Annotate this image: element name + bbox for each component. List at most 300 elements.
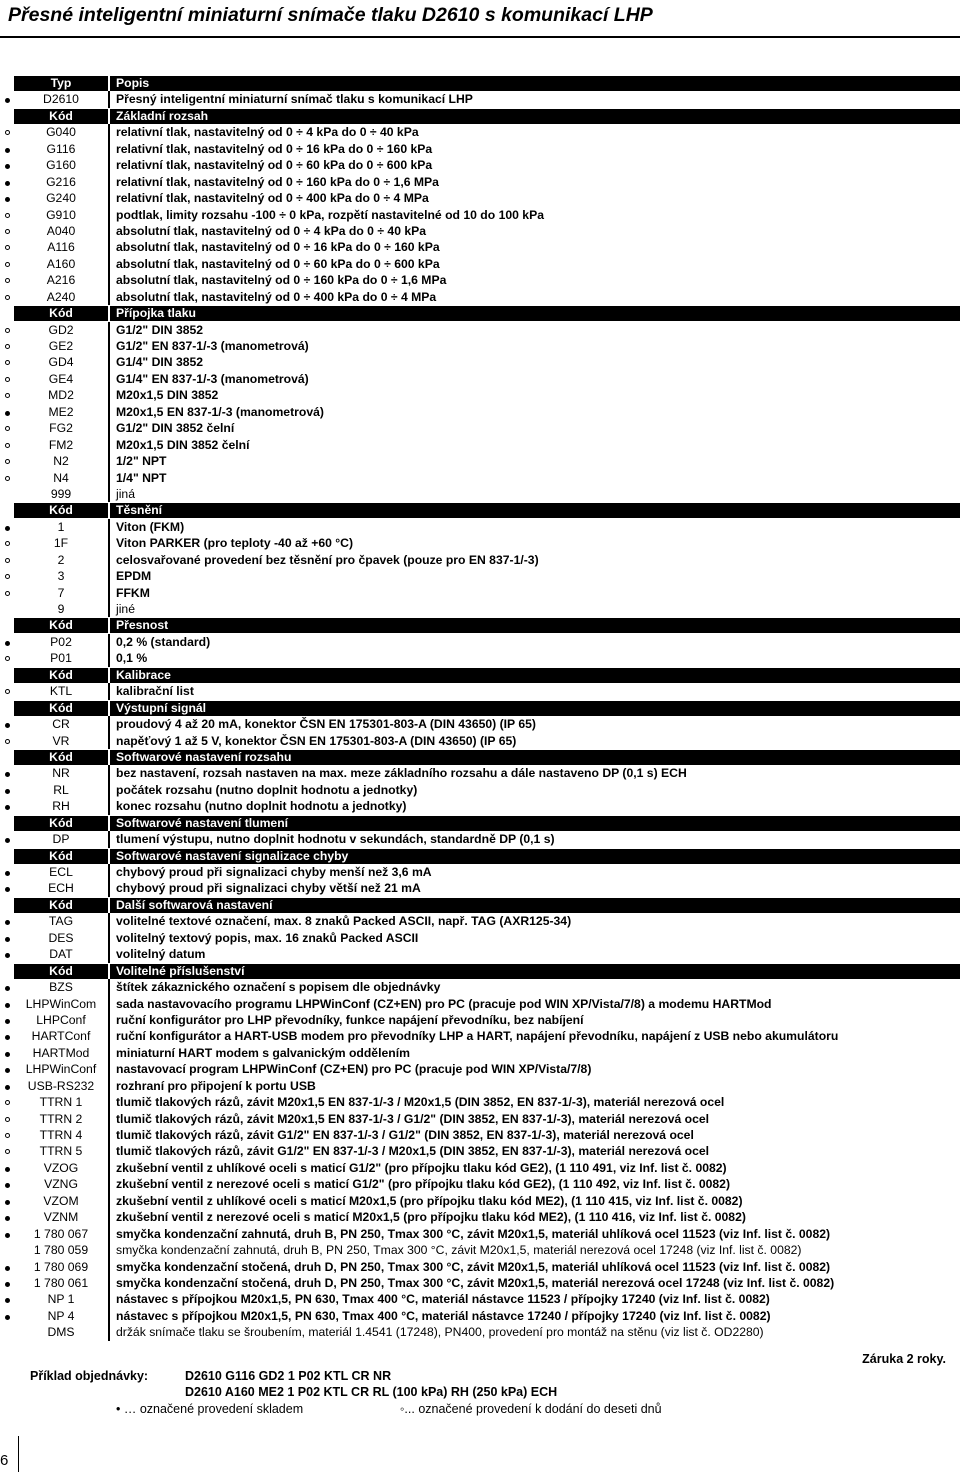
in-stock-bullet-icon	[4, 1308, 14, 1324]
section-header-row	[0, 305, 960, 321]
title-divider	[0, 36, 960, 38]
row-description: sada nastavovacího programu LHPWinConf (CZ+EN) pro PC (pracuje pod WIN XP/Vista/7/8) a modemu HARTMod	[116, 996, 772, 1011]
row-description: G1/2" DIN 3852 čelní	[116, 421, 235, 436]
column-separator	[108, 354, 110, 370]
row-description: podtlak, limity rozsahu -100 ÷ 0 kPa, rozpětí nastavitelné od 10 do 100 kPa	[116, 207, 544, 222]
no-bullet	[4, 617, 14, 633]
in-stock-bullet-icon	[4, 519, 14, 535]
row-description: 1/2" NPT	[116, 454, 167, 469]
table-row	[0, 157, 960, 173]
section-header-row	[0, 667, 960, 683]
row-code: P01	[50, 651, 72, 666]
table-row	[0, 601, 960, 617]
in-stock-bullet-icon	[4, 1028, 14, 1044]
column-header-description: Volitelné příslušenství	[110, 964, 960, 979]
row-code: G116	[46, 141, 76, 156]
column-header-description: Výstupní signál	[110, 701, 960, 716]
column-separator	[108, 322, 110, 338]
row-code: 7	[57, 585, 65, 600]
row-code: G240	[46, 191, 76, 206]
ten-days-bullet-icon	[4, 437, 14, 453]
column-header-code: Kód	[14, 701, 108, 716]
table-row	[0, 831, 960, 847]
column-header-description: Popis	[110, 76, 960, 91]
row-code: A116	[47, 240, 75, 255]
column-header-code: Kód	[14, 898, 108, 913]
table-row	[0, 453, 960, 469]
row-code: 999	[50, 486, 72, 501]
in-stock-bullet-icon	[4, 1078, 14, 1094]
no-bullet	[4, 108, 14, 124]
warranty-note: Záruka 2 roky.	[862, 1352, 946, 1366]
column-separator	[108, 289, 110, 305]
row-code: 1 780 067	[33, 1226, 89, 1241]
row-code: KTL	[49, 684, 73, 699]
ten-days-bullet-icon	[4, 256, 14, 272]
section-header-row	[0, 75, 960, 91]
row-code: 2	[57, 552, 65, 567]
table-row	[0, 322, 960, 338]
row-description: M20x1,5 EN 837-1/-3 (manometrová)	[116, 404, 324, 419]
column-separator	[108, 585, 110, 601]
row-code: GE4	[48, 371, 74, 386]
table-row	[0, 650, 960, 666]
column-separator	[108, 239, 110, 255]
row-description: proudový 4 až 20 mA, konektor ČSN EN 175301-803-A (DIN 43650) (IP 65)	[116, 717, 536, 732]
column-separator	[108, 1094, 110, 1110]
column-header-description: Další softwarová nastavení	[110, 898, 960, 913]
column-separator	[108, 470, 110, 486]
in-stock-bullet-icon	[4, 1193, 14, 1209]
column-separator	[108, 568, 110, 584]
ten-days-bullet-icon	[4, 239, 14, 255]
row-code: TAG	[48, 914, 74, 929]
table-row	[0, 798, 960, 814]
table-row	[0, 1193, 960, 1209]
ten-days-bullet-icon	[4, 535, 14, 551]
table-row	[0, 930, 960, 946]
column-separator	[108, 1012, 110, 1028]
row-description: relativní tlak, nastavitelný od 0 ÷ 4 kPa do 0 ÷ 40 kPa	[116, 125, 419, 140]
in-stock-bullet-icon	[4, 946, 14, 962]
no-bullet	[4, 601, 14, 617]
in-stock-bullet-icon	[4, 404, 14, 420]
row-code: GD4	[48, 355, 74, 370]
column-separator	[108, 1111, 110, 1127]
row-description: volitelný datum	[116, 947, 206, 962]
in-stock-bullet-icon	[4, 880, 14, 896]
row-code: DP	[52, 832, 70, 847]
row-description: G1/4" DIN 3852	[116, 355, 204, 370]
table-row	[0, 782, 960, 798]
in-stock-bullet-icon	[4, 864, 14, 880]
in-stock-bullet-icon	[4, 1291, 14, 1307]
row-description: smyčka kondenzační stočená, druh D, PN 250, Tmax 300 °C, závit M20x1,5, materiál nerezová ocel 17248 (viz Inf. list č. 0082)	[116, 1275, 835, 1290]
no-bullet	[4, 848, 14, 864]
column-separator	[108, 420, 110, 436]
column-header-description: Základní rozsah	[110, 109, 960, 124]
ten-days-bullet-icon	[4, 1111, 14, 1127]
column-header-code: Kód	[14, 503, 108, 518]
row-code: G910	[46, 207, 76, 222]
row-code: D2610	[43, 92, 79, 107]
table-row	[0, 223, 960, 239]
column-separator	[108, 1291, 110, 1307]
column-separator	[108, 782, 110, 798]
ten-days-bullet-icon	[4, 207, 14, 223]
row-code: FM2	[48, 437, 74, 452]
column-separator	[108, 1061, 110, 1077]
row-description: 0,1 %	[116, 651, 148, 666]
no-bullet	[4, 75, 14, 91]
section-header-row	[0, 502, 960, 518]
in-stock-bullet-icon	[4, 634, 14, 650]
column-separator	[108, 141, 110, 157]
in-stock-bullet-icon	[4, 1226, 14, 1242]
order-example-label: Příklad objednávky:	[30, 1369, 149, 1383]
table-row	[0, 207, 960, 223]
in-stock-bullet-icon	[4, 1160, 14, 1176]
column-separator	[108, 1308, 110, 1324]
row-description: EPDM	[116, 569, 152, 584]
row-description: zkušební ventil z nerezové oceli s maticí G1/2" (pro přípojku tlaku kód GE2), (1 110 492, viz Inf. list č. 0082)	[116, 1177, 731, 1192]
row-code: FG2	[49, 421, 73, 436]
row-description: tlumič tlakových rázů, závit M20x1,5 EN 837-1/-3 / M20x1,5 (DIN 3852, EN 837-1/-3), materiál nerezová ocel	[116, 1095, 725, 1110]
row-code: VZOG	[43, 1160, 79, 1175]
row-code: 1 780 059	[33, 1243, 89, 1258]
table-row	[0, 996, 960, 1012]
row-description: absolutní tlak, nastavitelný od 0 ÷ 60 kPa do 0 ÷ 600 kPa	[116, 256, 440, 271]
section-header-row	[0, 963, 960, 979]
column-separator	[108, 716, 110, 732]
table-row	[0, 979, 960, 995]
row-description: ruční konfigurátor pro LHP převodníky, funkce napájení převodníku, bez nabíjení	[116, 1012, 584, 1027]
row-code: ECH	[48, 881, 74, 896]
column-separator	[108, 831, 110, 847]
column-header-code: Kód	[14, 109, 108, 124]
column-separator	[108, 1127, 110, 1143]
row-description: napěťový 1 až 5 V, konektor ČSN EN 175301-803-A (DIN 43650) (IP 65)	[116, 733, 517, 748]
legend-in-stock: • … označené provedení skladem	[116, 1402, 304, 1416]
row-code: VZNM	[43, 1210, 79, 1225]
ten-days-bullet-icon	[4, 338, 14, 354]
row-description: rozhraní pro připojení k portu USB	[116, 1078, 316, 1093]
row-description: absolutní tlak, nastavitelný od 0 ÷ 160 kPa do 0 ÷ 1,6 MPa	[116, 273, 447, 288]
column-separator	[108, 174, 110, 190]
column-separator	[108, 1209, 110, 1225]
column-separator	[108, 256, 110, 272]
row-description: chybový proud při signalizaci chyby menší než 3,6 mA	[116, 865, 432, 879]
table-row	[0, 404, 960, 420]
row-description: jiné	[116, 602, 135, 616]
row-code: CR	[52, 717, 70, 732]
table-row	[0, 913, 960, 929]
in-stock-bullet-icon	[4, 979, 14, 995]
column-separator	[108, 1324, 110, 1340]
section-header-row	[0, 617, 960, 633]
table-row	[0, 1308, 960, 1324]
column-header-description: Přesnost	[110, 618, 960, 633]
column-separator	[108, 190, 110, 206]
row-code: ME2	[48, 404, 74, 419]
row-description: smyčka kondenzační zahnutá, druh B, PN 250, Tmax 300 °C, závit M20x1,5, materiál uhlíková ocel 11523 (viz Inf. list č. 0082)	[116, 1226, 831, 1241]
table-row	[0, 387, 960, 403]
table-row	[0, 634, 960, 650]
table-row	[0, 470, 960, 486]
column-separator	[108, 552, 110, 568]
row-code: RH	[52, 799, 70, 814]
table-row	[0, 91, 960, 107]
table-row	[0, 1012, 960, 1028]
in-stock-bullet-icon	[4, 716, 14, 732]
no-bullet	[4, 963, 14, 979]
column-separator	[108, 1045, 110, 1061]
in-stock-bullet-icon	[4, 1259, 14, 1275]
table-row	[0, 733, 960, 749]
section-header-row	[0, 700, 960, 716]
column-header-description: Přípojka tlaku	[110, 306, 960, 321]
ten-days-bullet-icon	[4, 1127, 14, 1143]
row-description: absolutní tlak, nastavitelný od 0 ÷ 16 kPa do 0 ÷ 160 kPa	[116, 240, 440, 255]
row-description: relativní tlak, nastavitelný od 0 ÷ 16 kPa do 0 ÷ 160 kPa	[116, 141, 433, 156]
table-row	[0, 880, 960, 896]
column-header-description: Těsnění	[110, 503, 960, 518]
page-number-divider	[18, 1436, 19, 1472]
column-separator	[108, 1078, 110, 1094]
row-code: G160	[46, 158, 76, 173]
column-header-code: Kód	[14, 668, 108, 683]
column-separator	[108, 1275, 110, 1291]
table-row	[0, 141, 960, 157]
row-code: LHPWinConf	[25, 1062, 97, 1077]
column-separator	[108, 1028, 110, 1044]
in-stock-bullet-icon	[4, 1209, 14, 1225]
table-row	[0, 124, 960, 140]
row-description: M20x1,5 DIN 3852	[116, 388, 219, 403]
column-header-code: Kód	[14, 964, 108, 979]
row-description: celosvařované provedení bez těsnění pro čpavek (pouze pro EN 837-1/-3)	[116, 552, 539, 567]
column-header-description: Kalibrace	[110, 668, 960, 683]
column-separator	[108, 1226, 110, 1242]
table-row	[0, 585, 960, 601]
row-code: N2	[53, 454, 69, 469]
ten-days-bullet-icon	[4, 585, 14, 601]
column-separator	[108, 1242, 110, 1258]
table-row	[0, 289, 960, 305]
row-code: G216	[46, 174, 76, 189]
row-code: TTRN 4	[39, 1128, 83, 1142]
table-row	[0, 1094, 960, 1110]
ten-days-bullet-icon	[4, 733, 14, 749]
row-code: VR	[52, 733, 70, 748]
ten-days-bullet-icon	[4, 568, 14, 584]
section-header-row	[0, 108, 960, 124]
in-stock-bullet-icon	[4, 1275, 14, 1291]
in-stock-bullet-icon	[4, 141, 14, 157]
row-description: kalibrační list	[116, 684, 194, 699]
column-separator	[108, 798, 110, 814]
column-header-code: Kód	[14, 618, 108, 633]
row-description: tlumení výstupu, nutno doplnit hodnotu v sekundách, standardně DP (0,1 s)	[116, 832, 555, 847]
column-separator	[108, 1143, 110, 1159]
column-separator	[108, 733, 110, 749]
column-separator	[108, 207, 110, 223]
row-description: tlumič tlakových rázů, závit G1/2" EN 837-1/-3 / G1/2" (DIN 3852, EN 837-1/-3), materiál nerezová ocel	[116, 1128, 694, 1142]
column-separator	[108, 437, 110, 453]
row-code: TTRN 5	[39, 1144, 83, 1159]
table-row	[0, 1242, 960, 1258]
row-code: NP 4	[47, 1308, 75, 1323]
ten-days-bullet-icon	[4, 124, 14, 140]
in-stock-bullet-icon	[4, 1176, 14, 1192]
in-stock-bullet-icon	[4, 831, 14, 847]
row-description: štítek zákaznického označení s popisem dle objednávky	[116, 980, 441, 995]
row-description: nástavec s přípojkou M20x1,5, PN 630, Tmax 400 °C, materiál nástavce 17240 / přípojky 17240 (viz Inf. list č. 0082)	[116, 1308, 771, 1323]
row-description: 1/4" NPT	[116, 470, 167, 485]
row-code: GE2	[48, 339, 74, 353]
column-separator	[108, 223, 110, 239]
table-row	[0, 683, 960, 699]
row-code: NP 1	[47, 1292, 75, 1307]
row-code: 3	[57, 569, 65, 584]
table-row	[0, 716, 960, 732]
table-row	[0, 1324, 960, 1340]
row-description: G1/2" EN 837-1/-3 (manometrová)	[116, 339, 309, 353]
page-title: Přesné inteligentní miniaturní snímače tlaku D2610 s komunikací LHP	[8, 4, 653, 26]
row-description: relativní tlak, nastavitelný od 0 ÷ 60 kPa do 0 ÷ 600 kPa	[116, 158, 433, 173]
table-row	[0, 371, 960, 387]
row-code: DAT	[49, 947, 73, 962]
row-code: G040	[46, 125, 76, 140]
column-separator	[108, 979, 110, 995]
row-code: VZOM	[43, 1193, 79, 1208]
in-stock-bullet-icon	[4, 913, 14, 929]
row-code: LHPConf	[36, 1012, 86, 1027]
column-header-code: Kód	[14, 750, 108, 765]
row-code: A040	[46, 223, 76, 238]
ten-days-bullet-icon	[4, 470, 14, 486]
row-description: počátek rozsahu (nutno doplnit hodnotu a jednotky)	[116, 782, 418, 797]
row-description: volitelný textový popis, max. 16 znaků Packed ASCII	[116, 930, 419, 945]
row-description: chybový proud při signalizaci chyby větší než 21 mA	[116, 881, 421, 896]
no-bullet	[4, 1324, 14, 1340]
row-description: zkušební ventil z nerezové oceli s maticí M20x1,5 (pro přípojku tlaku kód ME2), (1 110 416, viz Inf. list č. 0082)	[116, 1210, 746, 1225]
row-description: FFKM	[116, 585, 150, 600]
no-bullet	[4, 897, 14, 913]
table-row	[0, 272, 960, 288]
column-separator	[108, 272, 110, 288]
row-description: Přesný inteligentní miniaturní snímač tlaku s komunikací LHP	[116, 92, 473, 107]
row-description: relativní tlak, nastavitelný od 0 ÷ 160 kPa do 0 ÷ 1,6 MPa	[116, 174, 439, 189]
column-separator	[108, 683, 110, 699]
column-separator	[108, 650, 110, 666]
row-description: relativní tlak, nastavitelný od 0 ÷ 400 kPa do 0 ÷ 4 MPa	[116, 191, 429, 206]
column-separator	[108, 1176, 110, 1192]
in-stock-bullet-icon	[4, 157, 14, 173]
table-row	[0, 519, 960, 535]
in-stock-bullet-icon	[4, 798, 14, 814]
row-description: tlumič tlakových rázů, závit G1/2" EN 837-1/-3 / M20x1,5 (DIN 3852, EN 837-1/-3), materiál nerezová ocel	[116, 1144, 710, 1159]
table-row	[0, 1160, 960, 1176]
order-example-1: D2610 G116 GD2 1 P02 KTL CR NR	[185, 1369, 392, 1383]
table-row	[0, 552, 960, 568]
section-header-row	[0, 815, 960, 831]
table-row	[0, 1127, 960, 1143]
row-description: jiná	[116, 486, 135, 501]
column-separator	[108, 634, 110, 650]
in-stock-bullet-icon	[4, 174, 14, 190]
in-stock-bullet-icon	[4, 190, 14, 206]
row-description: bez nastavení, rozsah nastaven na max. meze základního rozsahu a dále nastaveno DP (0,1 s) ECH	[116, 766, 687, 781]
ten-days-bullet-icon	[4, 683, 14, 699]
table-row	[0, 1226, 960, 1242]
row-code: LHPWinCom	[25, 996, 97, 1011]
ten-days-bullet-icon	[4, 420, 14, 436]
table-row	[0, 568, 960, 584]
in-stock-bullet-icon	[4, 91, 14, 107]
in-stock-bullet-icon	[4, 930, 14, 946]
column-separator	[108, 1160, 110, 1176]
row-code: ECL	[49, 865, 73, 879]
ten-days-bullet-icon	[4, 1094, 14, 1110]
row-code: DMS	[47, 1325, 75, 1340]
column-separator	[108, 1259, 110, 1275]
row-description: smyčka kondenzační stočená, druh D, PN 250, Tmax 300 °C, závit M20x1,5, materiál uhlíková ocel 11523 (viz Inf. list č. 0082)	[116, 1259, 831, 1274]
no-bullet	[4, 486, 14, 502]
row-description: zkušební ventil z uhlíkové oceli s maticí M20x1,5 (pro přípojku tlaku kód ME2), (1 110 415, viz Inf. list č. 0082)	[116, 1193, 743, 1208]
row-code: 9	[57, 602, 65, 616]
row-description: G1/4" EN 837-1/-3 (manometrová)	[116, 371, 309, 386]
row-code: P02	[50, 634, 72, 649]
in-stock-bullet-icon	[4, 765, 14, 781]
row-description: Viton (FKM)	[116, 519, 185, 534]
row-code: HARTConf	[31, 1029, 91, 1044]
table-row	[0, 1176, 960, 1192]
row-code: A216	[46, 273, 76, 288]
row-description: nástavec s přípojkou M20x1,5, PN 630, Tmax 400 °C, materiál nástavce 11523 / přípojky 17240 (viz Inf. list č. 0082)	[116, 1292, 770, 1307]
column-separator	[108, 404, 110, 420]
table-row	[0, 420, 960, 436]
column-separator	[108, 930, 110, 946]
row-description: nastavovací program LHPWinConf (CZ+EN) pro PC (pracuje pod WIN XP/Vista/7/8)	[116, 1062, 592, 1077]
column-header-code: Kód	[14, 816, 108, 831]
ten-days-bullet-icon	[4, 322, 14, 338]
row-code: N4	[53, 470, 69, 485]
row-code: 1 780 061	[33, 1275, 89, 1290]
row-description: absolutní tlak, nastavitelný od 0 ÷ 4 kPa do 0 ÷ 40 kPa	[116, 223, 427, 238]
table-row	[0, 864, 960, 880]
ten-days-bullet-icon	[4, 371, 14, 387]
in-stock-bullet-icon	[4, 1061, 14, 1077]
ten-days-bullet-icon	[4, 354, 14, 370]
row-code: A160	[46, 256, 76, 271]
no-bullet	[4, 700, 14, 716]
row-code: DES	[48, 930, 74, 945]
table-row	[0, 486, 960, 502]
ten-days-bullet-icon	[4, 552, 14, 568]
row-code: TTRN 1	[39, 1095, 83, 1110]
no-bullet	[4, 749, 14, 765]
row-description: ruční konfigurátor a HART-USB modem pro převodníky LHP a HART, napájení převodníku, napájení z USB nebo akumulátoru	[116, 1029, 839, 1044]
column-separator	[108, 601, 110, 617]
ten-days-bullet-icon	[4, 272, 14, 288]
table-row	[0, 437, 960, 453]
table-row	[0, 1143, 960, 1159]
table-row	[0, 1061, 960, 1077]
table-row	[0, 1209, 960, 1225]
column-separator	[108, 486, 110, 502]
column-header-code: Typ	[14, 76, 108, 91]
